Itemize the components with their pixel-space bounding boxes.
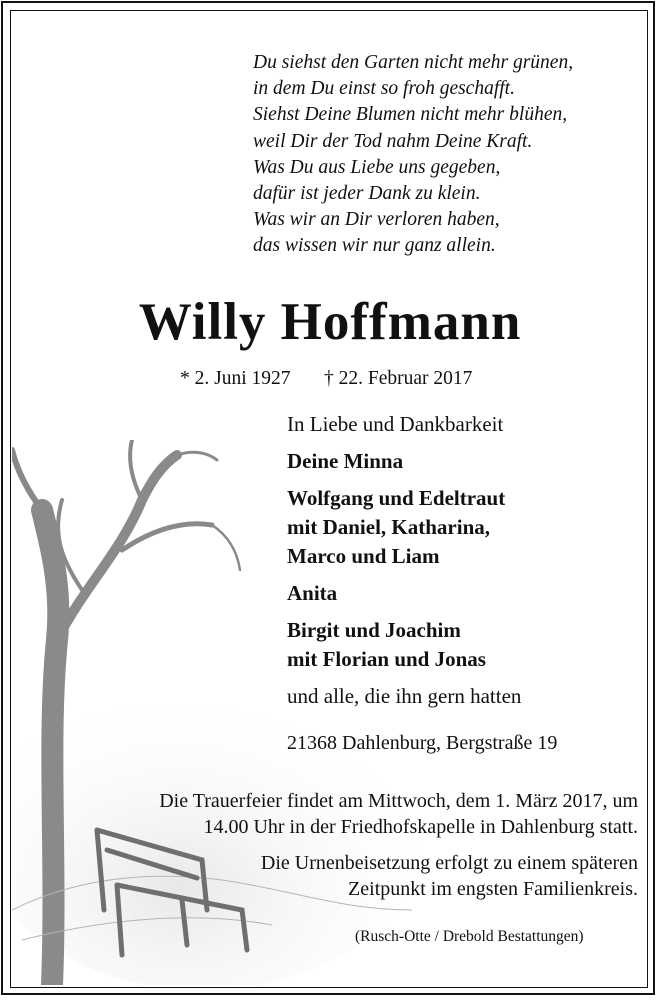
poem-line: in dem Du einst so froh geschafft. <box>253 78 515 100</box>
deceased-name: Willy Hoffmann <box>138 293 522 351</box>
poem-line: Was Du aus Liebe uns gegeben, <box>253 156 501 178</box>
mourner-group <box>287 484 637 571</box>
mourners-closing: und alle, die ihn gern hatten <box>287 684 522 708</box>
poem-line: Du siehst den Garten nicht mehr grünen, <box>253 52 574 73</box>
family-address: 21368 Dahlenburg, Bergstraße 19 <box>287 732 558 754</box>
mourners-block <box>287 410 637 711</box>
mourner-group <box>287 579 637 608</box>
mourner-line: Birgit und Joachim <box>287 618 461 642</box>
poem <box>253 50 643 260</box>
service-line: 14.00 Uhr in der Friedhofskapelle in Dahlenburg statt. <box>203 816 638 838</box>
poem-line: das wissen wir nur ganz allein. <box>253 235 496 257</box>
mourner-line: Anita <box>287 581 338 605</box>
death-date: † 22. Februar 2017 <box>324 368 473 389</box>
urn-line: Zeitpunkt im engsten Familienkreis. <box>348 878 638 900</box>
mourner-line: Marco und Liam <box>287 544 440 568</box>
birth-date: * 2. Juni 1927 <box>180 368 291 389</box>
funeral-service-notice <box>78 788 638 840</box>
mourner-line: Deine Minna <box>287 449 404 473</box>
mourner-line: mit Florian und Jonas <box>287 647 486 671</box>
poem-line: weil Dir der Tod nahm Deine Kraft. <box>253 130 533 152</box>
service-line: Die Trauerfeier findet am Mittwoch, dem 1. März 2017, um <box>159 790 638 812</box>
poem-line: dafür ist jeder Dank zu klein. <box>253 183 481 205</box>
undertaker-credit: (Rusch-Otte / Drebold Bestattungen) <box>355 928 584 945</box>
mourner-line: Wolfgang und Edeltraut <box>287 486 506 510</box>
mourner-group <box>287 616 637 674</box>
poem-line: Was wir an Dir verloren haben, <box>253 209 500 231</box>
urn-line: Die Urnenbeisetzung erfolgt zu einem späteren <box>260 852 638 874</box>
urn-burial-notice <box>78 850 638 902</box>
mourners-intro: In Liebe und Dankbarkeit <box>287 412 504 436</box>
mourner-group <box>287 447 637 476</box>
poem-line: Siehst Deine Blumen nicht mehr blühen, <box>253 104 568 126</box>
mourner-line: mit Daniel, Katharina, <box>287 515 490 539</box>
